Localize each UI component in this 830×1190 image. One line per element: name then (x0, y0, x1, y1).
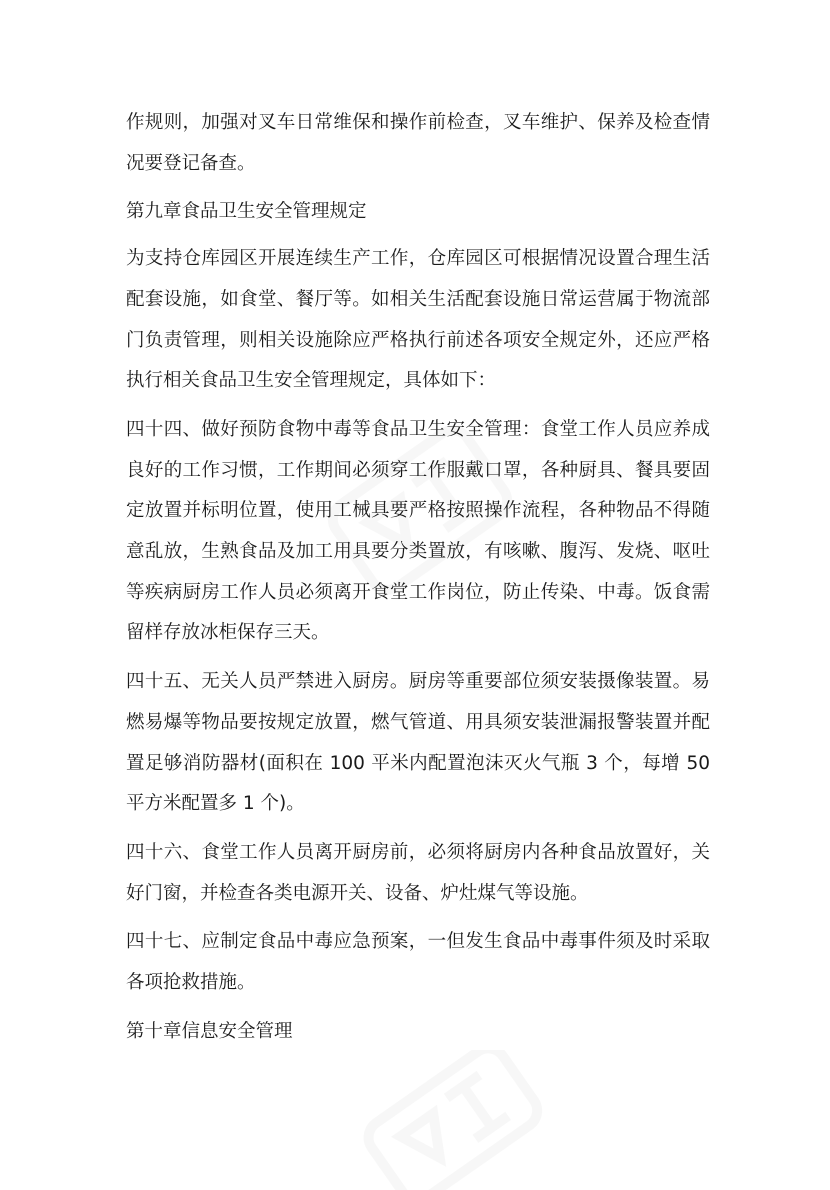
watermark-logo-icon (330, 1050, 570, 1190)
paragraph-article-45: 四十五、无关人员严禁进入厨房。厨房等重要部位须安装摄像装置。易燃易爆等物品要按规定放置，燃气管道、用具须安装泄漏报警装置并配置足够消防器材(面积在 100 平米内配置泡沫灭火气瓶 3 个，每增 50 平方米配置多 1 个)。 (126, 671, 710, 815)
paragraph-article-46: 四十六、食堂工作人员离开厨房前，必须将厨房内各种食品放置好，关好门窗，并检查各类电源开关、设备、炉灶煤气等设施。 (126, 841, 710, 904)
paragraph-article-44: 四十四、做好预防食物中毒等食品卫生安全管理：食堂工作人员应养成良好的工作习惯，工作期间必须穿工作服戴口罩，各种厨具、餐具要固定放置并标明位置，使用工械具要严格按照操作流程，各种物品不得随意乱放，生熟食品及加工用具要分类置放，有咳嗽、腹泻、发烧、呕吐等疾病厨房工作人员必须离开食堂工作岗位，防止传染、中毒。饭食需留样存放冰柜保存三天。 (126, 418, 710, 644)
paragraph-food-safety-intro: 为支持仓库园区开展连续生产工作，仓库园区可根据情况设置合理生活配套设施，如食堂、餐厅等。如相关生活配套设施日常运营属于物流部门负责管理，则相关设施除应严格执行前述各项安全规定外，还应严格执行相关食品卫生安全管理规定，具体如下： (126, 248, 710, 392)
chapter-heading-info-security: 第十章信息安全管理 (126, 1020, 293, 1042)
paragraph-article-47: 四十七、应制定食品中毒应急预案，一但发生食品中毒事件须及时采取各项抢救措施。 (126, 931, 710, 994)
document-body (126, 103, 710, 1058)
paragraph-forklift-rules: 作规则，加强对叉车日常维保和操作前检查，叉车维护、保养及检查情况要登记备查。 (126, 112, 710, 174)
chapter-heading-food-safety: 第九章食品卫生安全管理规定 (126, 201, 367, 223)
